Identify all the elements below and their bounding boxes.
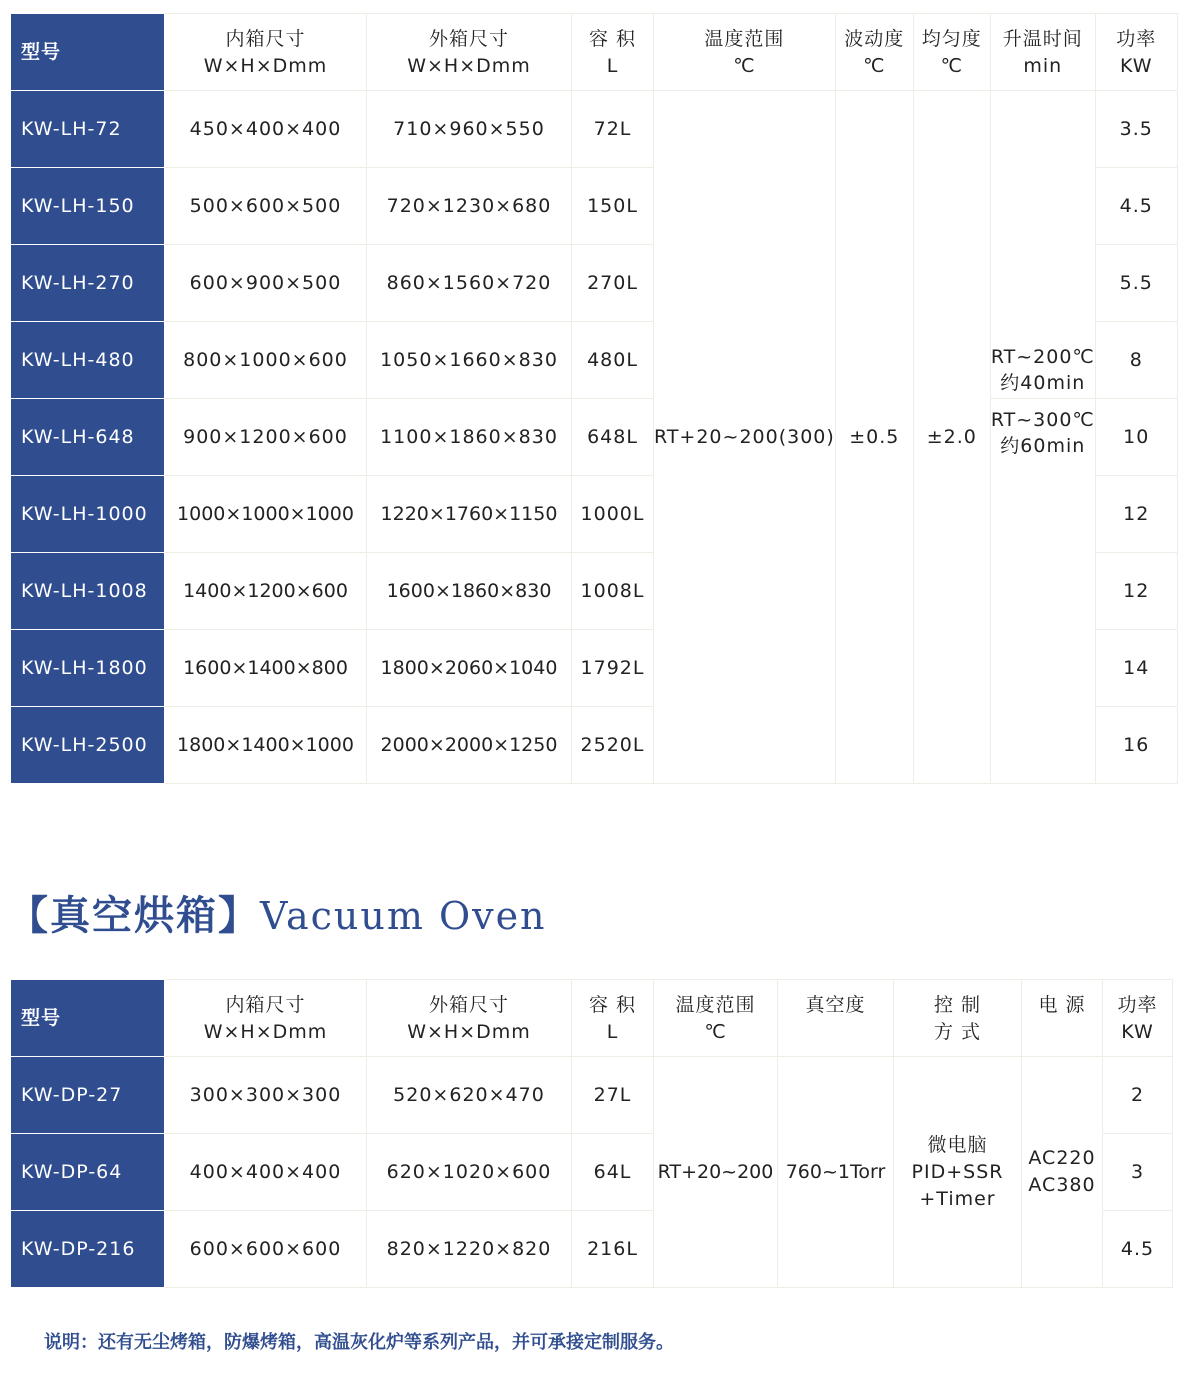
header-power: 功率 KW (1095, 14, 1177, 91)
inner-size-cell: 400×400×400 (165, 1134, 367, 1211)
table-row (11, 1057, 1173, 1134)
inner-size-cell: 300×300×300 (165, 1057, 367, 1134)
section-title (8, 884, 547, 941)
outer-size-cell: 1800×2060×1040 (367, 630, 572, 707)
outer-size-cell: 520×620×470 (367, 1057, 572, 1134)
model-cell: KW-LH-270 (11, 245, 165, 322)
vacuum-cell: 760~1Torr (778, 1057, 894, 1288)
outer-size-cell: 1220×1760×1150 (367, 476, 572, 553)
inner-size-cell: 500×600×500 (165, 168, 367, 245)
power-cell: 10 (1095, 399, 1177, 476)
header-volume: 容 积 L (572, 980, 654, 1057)
header-temp-range: 温度范围 ℃ (654, 14, 836, 91)
model-cell: KW-LH-648 (11, 399, 165, 476)
inner-size-cell: 1400×1200×600 (165, 553, 367, 630)
inner-size-cell: 600×600×600 (165, 1211, 367, 1288)
model-cell: KW-LH-1800 (11, 630, 165, 707)
outer-size-cell: 720×1230×680 (367, 168, 572, 245)
header-model: 型号 (11, 980, 165, 1057)
inner-size-cell: 1600×1400×800 (165, 630, 367, 707)
model-cell: KW-LH-150 (11, 168, 165, 245)
outer-size-cell: 620×1020×600 (367, 1134, 572, 1211)
header-outer-size: 外箱尺寸 W×H×Dmm (367, 980, 572, 1057)
footnote: 说明：还有无尘烤箱，防爆烤箱，高温灰化炉等系列产品，并可承接定制服务。 (44, 1332, 674, 1353)
outer-size-cell: 1600×1860×830 (367, 553, 572, 630)
header-model: 型号 (11, 14, 165, 91)
power-cell: 2 (1103, 1057, 1173, 1134)
volume-cell: 27L (572, 1057, 654, 1134)
model-cell: KW-LH-1000 (11, 476, 165, 553)
power-cell: 4.5 (1095, 168, 1177, 245)
inner-size-cell: 600×900×500 (165, 245, 367, 322)
section-title-cn: 【真空烘箱】 (8, 892, 260, 939)
header-inner-size: 内箱尺寸 W×H×Dmm (165, 14, 367, 91)
table-header-row (11, 980, 1173, 1057)
volume-cell: 648L (572, 399, 654, 476)
volume-cell: 72L (572, 91, 654, 168)
control-cell: 微电脑 PID+SSR +Timer (894, 1057, 1022, 1288)
header-control: 控 制 方 式 (894, 980, 1022, 1057)
volume-cell: 64L (572, 1134, 654, 1211)
heatup-time-cell-2: RT~300℃ 约60min (990, 399, 1095, 784)
inner-size-cell: 450×400×400 (165, 91, 367, 168)
model-cell: KW-LH-2500 (11, 707, 165, 784)
model-cell: KW-LH-1008 (11, 553, 165, 630)
header-vacuum: 真空度 (778, 980, 894, 1057)
power-cell: 14 (1095, 630, 1177, 707)
header-outer-size: 外箱尺寸 W×H×Dmm (367, 14, 572, 91)
power-cell: 8 (1095, 322, 1177, 399)
model-cell: KW-LH-480 (11, 322, 165, 399)
table-row (11, 399, 1178, 476)
volume-cell: 216L (572, 1211, 654, 1288)
outer-size-cell: 860×1560×720 (367, 245, 572, 322)
volume-cell: 2520L (572, 707, 654, 784)
power-cell: 12 (1095, 476, 1177, 553)
power-supply-cell: AC220 AC380 (1022, 1057, 1103, 1288)
vacuum-oven-spec-table (10, 979, 1173, 1288)
volume-cell: 150L (572, 168, 654, 245)
volume-cell: 1000L (572, 476, 654, 553)
table-header-row (11, 14, 1178, 91)
header-power-supply: 电 源 (1022, 980, 1103, 1057)
model-cell: KW-DP-64 (11, 1134, 165, 1211)
heatup-time-cell-1: RT~200℃ 约40min (990, 91, 1095, 399)
volume-cell: 270L (572, 245, 654, 322)
header-fluctuation: 波动度 ℃ (835, 14, 913, 91)
header-temp-range: 温度范围 ℃ (654, 980, 778, 1057)
power-cell: 4.5 (1103, 1211, 1173, 1288)
oven-spec-table (10, 13, 1178, 784)
volume-cell: 480L (572, 322, 654, 399)
volume-cell: 1008L (572, 553, 654, 630)
outer-size-cell: 820×1220×820 (367, 1211, 572, 1288)
inner-size-cell: 1800×1400×1000 (165, 707, 367, 784)
inner-size-cell: 800×1000×600 (165, 322, 367, 399)
outer-size-cell: 710×960×550 (367, 91, 572, 168)
outer-size-cell: 2000×2000×1250 (367, 707, 572, 784)
temp-range-cell: RT+20~200 (654, 1057, 778, 1288)
outer-size-cell: 1050×1660×830 (367, 322, 572, 399)
header-uniformity: 均匀度 ℃ (913, 14, 990, 91)
section-title-en: Vacuum Oven (260, 894, 547, 938)
header-inner-size: 内箱尺寸 W×H×Dmm (165, 980, 367, 1057)
model-cell: KW-DP-216 (11, 1211, 165, 1288)
power-cell: 5.5 (1095, 245, 1177, 322)
power-cell: 3.5 (1095, 91, 1177, 168)
volume-cell: 1792L (572, 630, 654, 707)
outer-size-cell: 1100×1860×830 (367, 399, 572, 476)
power-cell: 12 (1095, 553, 1177, 630)
power-cell: 3 (1103, 1134, 1173, 1211)
table-row (11, 91, 1178, 168)
header-heatup-time: 升温时间 min (990, 14, 1095, 91)
model-cell: KW-LH-72 (11, 91, 165, 168)
power-cell: 16 (1095, 707, 1177, 784)
model-cell: KW-DP-27 (11, 1057, 165, 1134)
inner-size-cell: 1000×1000×1000 (165, 476, 367, 553)
temp-range-cell: RT+20~200(300) (654, 91, 836, 784)
fluctuation-cell: ±0.5 (835, 91, 913, 784)
header-volume: 容 积 L (572, 14, 654, 91)
header-power: 功率 KW (1103, 980, 1173, 1057)
inner-size-cell: 900×1200×600 (165, 399, 367, 476)
uniformity-cell: ±2.0 (913, 91, 990, 784)
